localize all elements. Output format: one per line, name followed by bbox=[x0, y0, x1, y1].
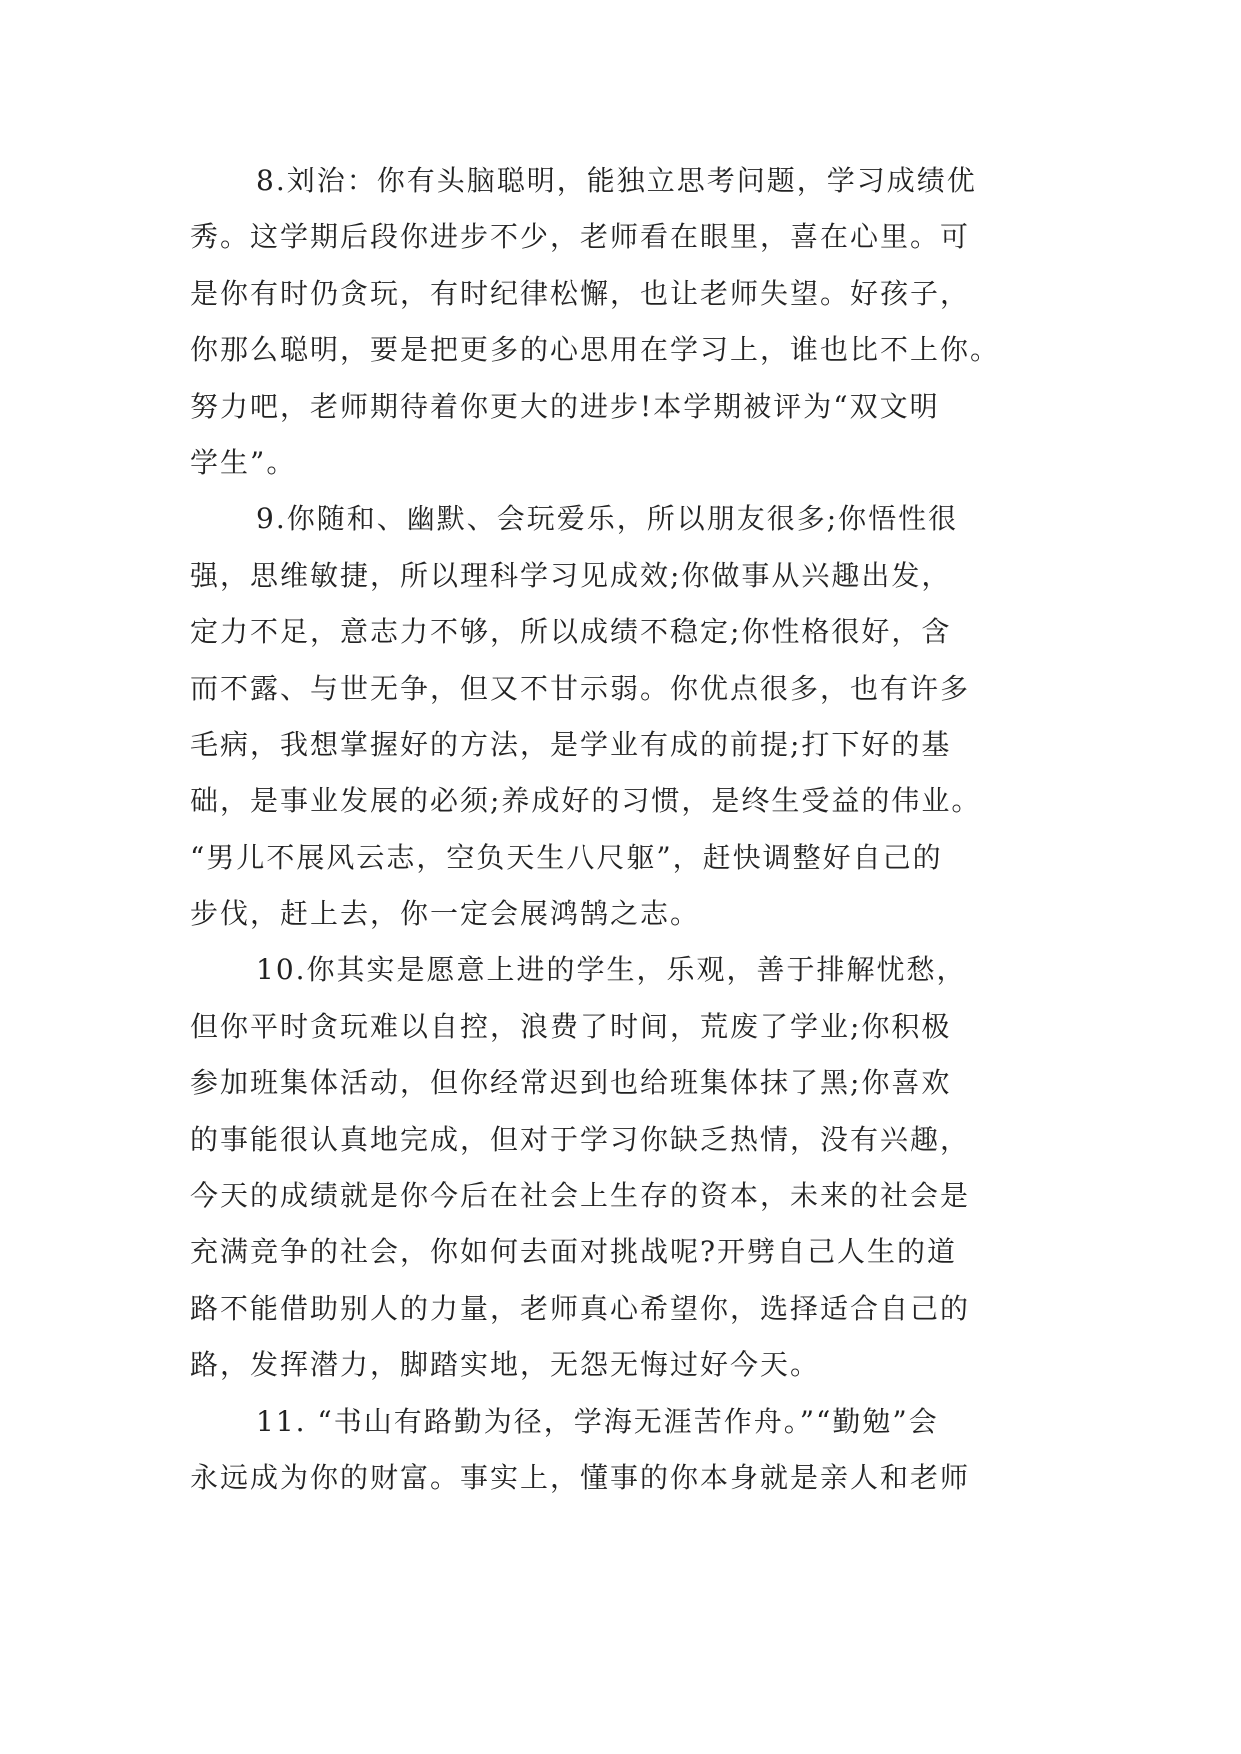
paragraph-9-line-6: 础，是事业发展的必须;养成好的习惯，是终生受益的伟业。 bbox=[190, 784, 982, 818]
paragraph-8-line-2: 秀。这学期后段你进步不少，老师看在眼里，喜在心里。可 bbox=[190, 220, 971, 254]
paragraph-9-line-3: 定力不足，意志力不够，所以成绩不稳定;你性格很好，含 bbox=[190, 615, 952, 649]
paragraph-10-line-3: 参加班集体活动，但你经常迟到也给班集体抹了黑;你喜欢 bbox=[190, 1066, 952, 1100]
paragraph-10-line-8: 路，发挥潜力，脚踏实地，无怨无悔过好今天。 bbox=[190, 1348, 821, 1382]
paragraph-8-line-6: 学生”。 bbox=[190, 445, 297, 479]
paragraph-11-line-2: 永远成为你的财富。事实上，懂事的你本身就是亲人和老师 bbox=[190, 1460, 971, 1494]
paragraph-9-line-4: 而不露、与世无争，但又不甘示弱。你优点很多，也有许多 bbox=[190, 671, 971, 705]
paragraph-9-line-1: 9.你随和、幽默、会玩爱乐，所以朋友很多;你悟性很 bbox=[256, 502, 959, 536]
paragraph-8-line-4: 你那么聪明，要是把更多的心思用在学习上，谁也比不上你。 bbox=[190, 333, 1001, 367]
paragraph-10-line-1: 10.你其实是愿意上进的学生，乐观，善于排解忧愁， bbox=[256, 953, 967, 987]
paragraph-9-line-8: 步伐，赶上去，你一定会展鸿鹄之志。 bbox=[190, 897, 701, 931]
paragraph-8-line-5: 努力吧，老师期待着你更大的进步!本学期被评为“双文明 bbox=[190, 389, 940, 423]
paragraph-10-line-6: 充满竞争的社会，你如何去面对挑战呢?开劈自己人生的道 bbox=[190, 1235, 958, 1269]
document-body bbox=[190, 153, 1090, 1506]
paragraph-9-line-2: 强，思维敏捷，所以理科学习见成效;你做事从兴趣出发， bbox=[190, 558, 952, 592]
paragraph-9-line-5: 毛病，我想掌握好的方法，是学业有成的前提;打下好的基 bbox=[190, 727, 952, 761]
paragraph-11-line-1: 11. “书山有路勤为径，学海无涯苦作舟。”“勤勉”会 bbox=[256, 1404, 939, 1438]
paragraph-8-line-1: 8.刘治：你有头脑聪明，能独立思考问题，学习成绩优 bbox=[256, 164, 977, 197]
paragraph-10-line-2: 但你平时贪玩难以自控，浪费了时间，荒废了学业;你积极 bbox=[190, 1009, 952, 1043]
paragraph-10-line-7: 路不能借助别人的力量，老师真心希望你，选择适合自己的 bbox=[190, 1291, 971, 1325]
paragraph-10-line-4: 的事能很认真地完成，但对于学习你缺乏热情，没有兴趣， bbox=[190, 1122, 971, 1156]
paragraph-8-line-3: 是你有时仍贪玩，有时纪律松懈，也让老师失望。好孩子， bbox=[190, 276, 971, 310]
paragraph-10-line-5: 今天的成绩就是你今后在社会上生存的资本，未来的社会是 bbox=[190, 1179, 971, 1213]
paragraph-9-line-7: “男儿不展风云志，空负天生八尺躯”，赶快调整好自己的 bbox=[190, 840, 943, 874]
